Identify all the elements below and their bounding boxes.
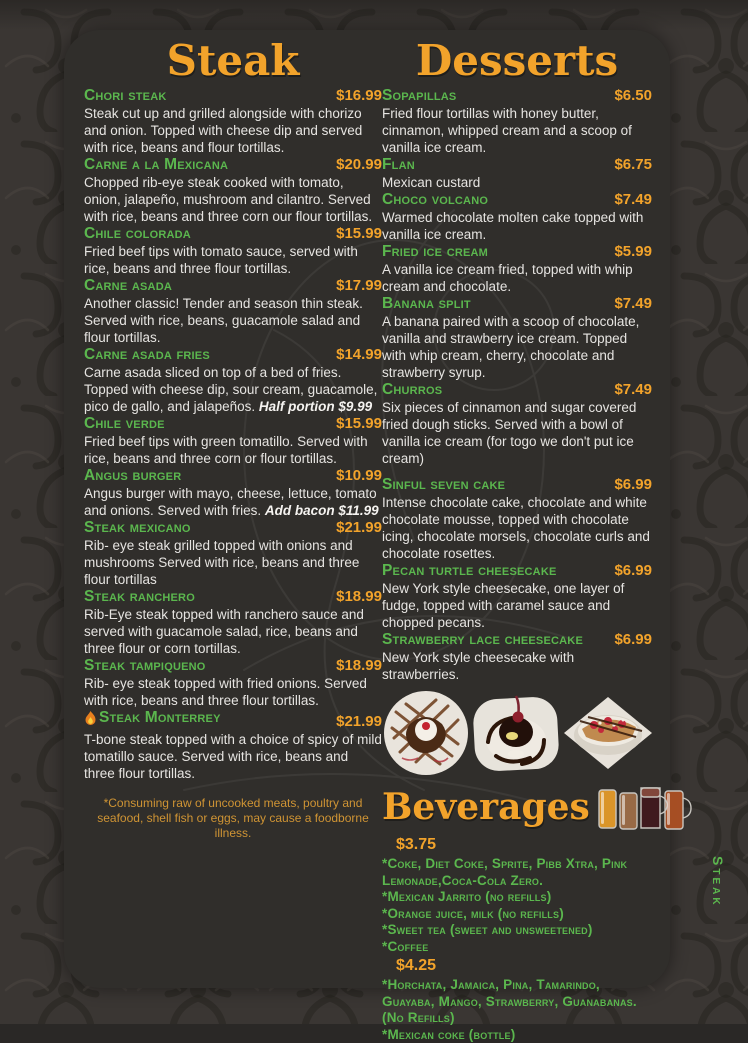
item-description: Fried beef tips with green tomatillo. Served with rice, beans and three corn or flour tortillas. xyxy=(84,434,368,466)
beverage-option: *Mexican coke (bottle) xyxy=(382,1027,652,1043)
item-price: $7.49 xyxy=(614,381,652,399)
menu-item-steak-mexicano xyxy=(84,519,382,588)
item-price: $17.99 xyxy=(336,277,382,295)
menu-item-chile-verde xyxy=(84,415,382,467)
item-name: Carne asada fries xyxy=(84,346,210,364)
disclaimer-text: *Consuming raw of uncooked meats, poultry and seafood, shell fish or eggs, may cause a foodborne illness. xyxy=(90,796,376,841)
dessert-photos-row xyxy=(382,690,652,776)
item-price: $5.99 xyxy=(614,243,652,261)
item-description: Fried flour tortillas with honey butter, cinnamon, whipped cream and a scoop of vanilla ice cream. xyxy=(382,106,632,155)
item-description: Six pieces of cinnamon and sugar covered fried dough sticks. Served with a bowl of vanilla ice cream (for togo we don't put ice cream) xyxy=(382,400,636,466)
menu-item-carne-asada xyxy=(84,277,382,346)
item-name: Chile colorada xyxy=(84,225,191,243)
item-price: $18.99 xyxy=(336,657,382,675)
item-name: Steak Monterrey xyxy=(99,709,221,727)
item-description: T-bone steak topped with a choice of spicy of mild tomatillo sauce. Served with rice, beans and three flour tortillas. xyxy=(84,732,382,781)
item-price: $15.99 xyxy=(336,225,382,243)
beverages-section-title: Beverages xyxy=(382,787,590,827)
menu-panel xyxy=(64,30,670,988)
item-description: Carne asada sliced on top of a bed of fries. Topped with cheese dip, sour cream, guacamole, pico de gallo, and jalapeños. xyxy=(84,365,377,414)
item-description: Warmed chocolate molten cake topped with vanilla ice cream. xyxy=(382,210,643,242)
item-name: Choco volcano xyxy=(382,191,488,209)
item-description: Mexican custard xyxy=(382,175,480,190)
beverage-option: *Horchata, Jamaica, Pina, Tamarindo, Guayaba, Mango, Strawberry, Guanabanas. (No Refills) xyxy=(382,977,652,1027)
item-name: Strawberry lace cheesecake xyxy=(382,631,583,649)
steak-column xyxy=(84,38,382,841)
item-description: A vanilla ice cream fried, topped with whip cream and chocolate. xyxy=(382,262,633,294)
menu-item-chori-steak xyxy=(84,87,382,156)
item-name: Steak mexicano xyxy=(84,519,191,537)
beverage-mugs-photo xyxy=(596,780,692,834)
item-name: Fried ice cream xyxy=(382,243,488,261)
item-description: Rib- eye steak grilled topped with onions and mushrooms Served with rice, beans and three flour tortillas xyxy=(84,538,359,587)
item-name: Carne a la Mexicana xyxy=(84,156,228,174)
menu-item-strawberry-lace-cheesecake xyxy=(382,631,652,683)
item-note: Half portion $9.99 xyxy=(259,399,372,414)
item-name: Steak tampiqueno xyxy=(84,657,206,675)
menu-item-choco-volcano xyxy=(382,191,652,243)
menu-item-flan xyxy=(382,156,652,191)
beverages-section xyxy=(382,780,652,1043)
item-price: $6.50 xyxy=(614,87,652,105)
item-price: $6.99 xyxy=(614,631,652,649)
menu-item-steak-ranchero xyxy=(84,588,382,657)
item-name: Sinful seven cake xyxy=(382,476,505,494)
item-name: Angus burger xyxy=(84,467,181,485)
item-price: $6.75 xyxy=(614,156,652,174)
item-description: Chopped rib-eye steak cooked with tomato, onion, jalapeño, mushroom and cilantro. Served with rice, beans and three corn our flour tortillas. xyxy=(84,175,372,224)
item-note: Add bacon $11.99 xyxy=(265,503,379,518)
beverage-price-tier-1: $3.75 xyxy=(396,836,652,854)
item-description: New York style cheesecake, one layer of fudge, topped with caramel sauce and chopped pecans. xyxy=(382,581,624,630)
fried-ice-cream-photo xyxy=(382,690,470,776)
item-name: Churros xyxy=(382,381,442,399)
beverage-option: *Mexican Jarrito (no refills) xyxy=(382,889,652,906)
item-price: $7.49 xyxy=(614,191,652,209)
menu-item-sopapillas xyxy=(382,87,652,156)
desserts-column xyxy=(382,38,652,1043)
beverage-option: *Coffee xyxy=(382,939,652,956)
item-price: $7.49 xyxy=(614,295,652,313)
desserts-section-title: Desserts xyxy=(382,38,652,84)
item-price: $21.99 xyxy=(336,519,382,537)
item-description: A banana paired with a scoop of chocolate, vanilla and strawberry ice cream. Topped with whip cream, cherry, chocolate and strawberry syrup. xyxy=(382,314,639,380)
item-description: New York style cheesecake with strawberries. xyxy=(382,650,574,682)
menu-item-sinful-seven-cake xyxy=(382,476,652,562)
beverage-option: *Orange juice, milk (no refills) xyxy=(382,906,652,923)
menu-item-steak-tampiqueno xyxy=(84,657,382,709)
item-price: $18.99 xyxy=(336,588,382,606)
menu-item-churros xyxy=(382,381,652,467)
beverage-option: *Coke, Diet Coke, Sprite, Pibb Xtra, Pink Lemonade,Coca-Cola Zero. xyxy=(382,856,652,889)
item-price: $6.99 xyxy=(614,562,652,580)
item-price: $15.99 xyxy=(336,415,382,433)
item-description: Fried beef tips with tomato sauce, served with rice, beans and three flour tortillas. xyxy=(84,244,358,276)
menu-item-carne-a-la-mexicana xyxy=(84,156,382,225)
side-tab-label: Steak xyxy=(710,856,726,908)
item-price: $10.99 xyxy=(336,467,382,485)
item-name: Steak ranchero xyxy=(84,588,195,606)
menu-item-steak-monterrey xyxy=(84,709,382,782)
menu-item-chile-colorada xyxy=(84,225,382,277)
steak-section-title: Steak xyxy=(84,38,382,84)
item-name: Banana split xyxy=(382,295,471,313)
item-price: $6.99 xyxy=(614,476,652,494)
item-description: Intense chocolate cake, chocolate and white chocolate mousse, topped with chocolate icing, chocolate morsels, chocolate curls and chocolate rosettes. xyxy=(382,495,650,561)
dessert-bowl-photo xyxy=(562,693,654,773)
item-description: Rib- eye steak topped with fried onions. Served with rice, beans and three flour tortillas. xyxy=(84,676,367,708)
choco-volcano-photo xyxy=(470,690,562,776)
menu-item-angus-burger xyxy=(84,467,382,519)
item-description: Steak cut up and grilled alongside with chorizo and onion. Topped with cheese dip and served with rice, beans and flour tortillas. xyxy=(84,106,362,155)
item-name: Carne asada xyxy=(84,277,172,295)
item-name: Sopapillas xyxy=(382,87,456,105)
item-name: Pecan turtle cheesecake xyxy=(382,562,557,580)
item-price: $21.99 xyxy=(336,713,382,731)
beverage-price-tier-2: $4.25 xyxy=(396,957,652,975)
item-price: $20.99 xyxy=(336,156,382,174)
beverage-option: *Sweet tea (sweet and unsweetened) xyxy=(382,922,652,939)
item-name: Chile verde xyxy=(84,415,165,433)
menu-item-pecan-turtle-cheesecake xyxy=(382,562,652,631)
item-name: Chori steak xyxy=(84,87,166,105)
item-description: Rib-Eye steak topped with ranchero sauce and served with guacamole salad, rice, beans and three flour or corn tortillas. xyxy=(84,607,364,656)
item-description: Angus burger with mayo, cheese, lettuce, tomato and onions. Served with fries. xyxy=(84,486,377,518)
item-name: Flan xyxy=(382,156,415,174)
flame-icon xyxy=(84,711,97,726)
menu-item-carne-asada-fries xyxy=(84,346,382,415)
item-price: $16.99 xyxy=(336,87,382,105)
menu-item-banana-split xyxy=(382,295,652,381)
item-price: $14.99 xyxy=(336,346,382,364)
menu-item-fried-ice-cream xyxy=(382,243,652,295)
item-description: Another classic! Tender and season thin steak. Served with rice, beans, guacamole salad and flour tortillas. xyxy=(84,296,363,345)
